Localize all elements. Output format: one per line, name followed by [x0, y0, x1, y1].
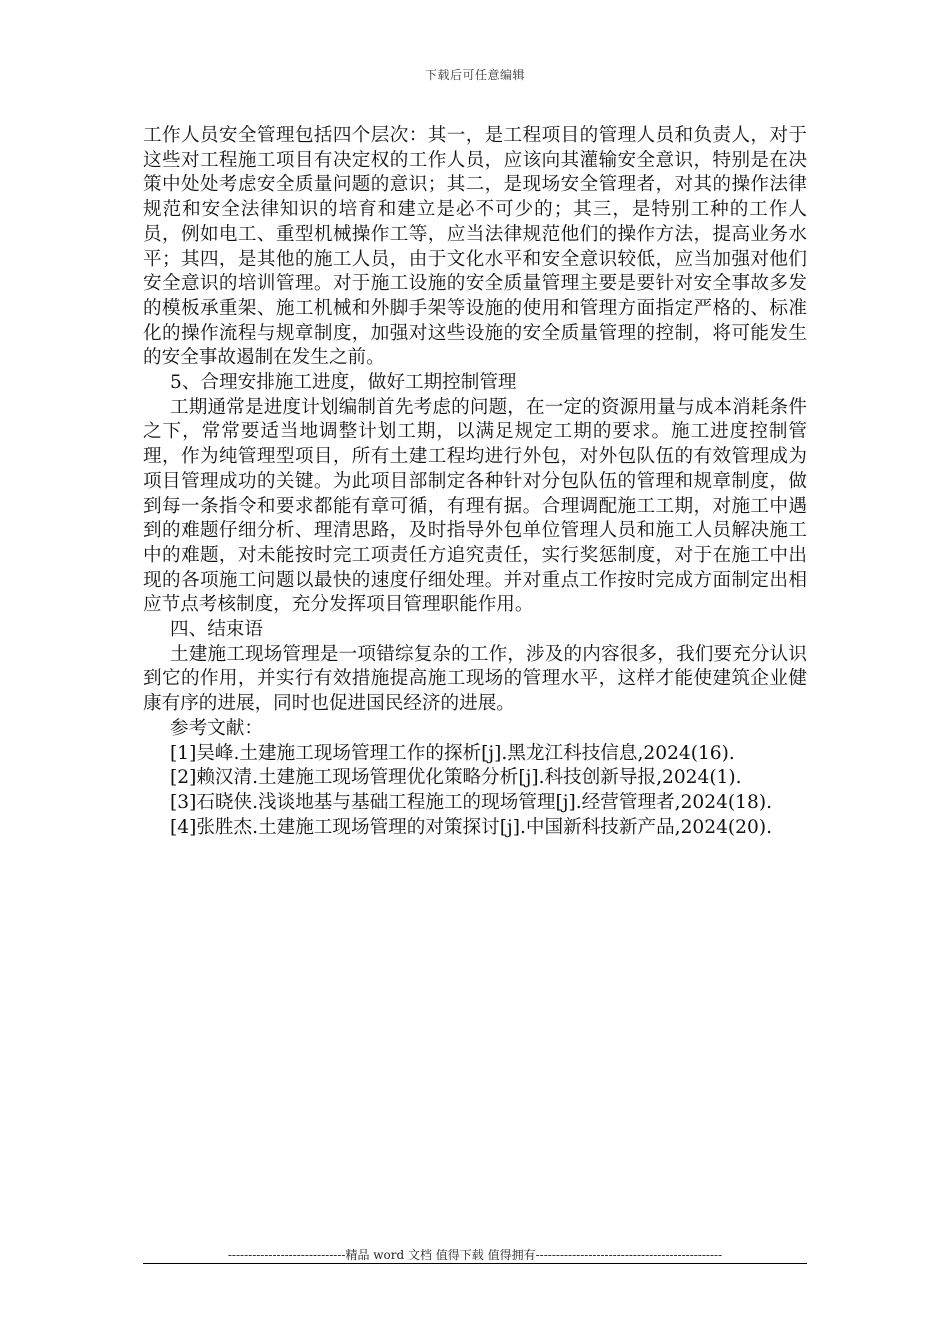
reference-item-4: [4]张胜杰.土建施工现场管理的对策探讨[j].中国新科技新产品,2024(20).: [170, 816, 772, 838]
section-heading-conclusion: 四、结束语: [170, 619, 263, 641]
page-header: 下载后可任意编辑: [424, 68, 525, 82]
document-body: [143, 124, 807, 840]
paragraph-safety-management: 工作人员安全管理包括四个层次：其一，是工程项目的管理人员和负责人，对于这些对工程施工项目有决定权的工作人员，应该向其灌输安全意识，特别是在决策中处处考虑安全质量问题的意识；其二，是现场安全管理者，对其的操作法律规范和安全法律知识的培育和建立是必不可少的；其三，是特别工种的工作人员，例如电工、重型机械操作工等，应当法律规范他们的操作方法，提高业务水平；其四，是其他的施工人员，由于文化水平和安全意识较低，应当加强对他们安全意识的培训管理。对于施工设施的安全质量管理主要是要针对安全事故多发的模板承重架、施工机械和外脚手架等设施的使用和管理方面指定严格的、标准化的操作流程与规章制度，加强对这些设施的安全质量管理的控制，将可能发生的安全事故遏制在发生之前。: [143, 125, 807, 369]
page-footer: -----------------------------精品 word 文档 值得下载 值得拥有----------------------------------------------: [227, 1248, 723, 1262]
reference-item-1: [1]吴峰.土建施工现场管理工作的探析[j].黑龙江科技信息,2024(16).: [170, 742, 735, 764]
reference-item-3: [3]石晓侠.浅谈地基与基础工程施工的现场管理[j].经营管理者,2024(18).: [170, 791, 772, 813]
paragraph-schedule-control: 工期通常是进度计划编制首先考虑的问题，在一定的资源用量与成本消耗条件之下，常常要适当地调整计划工期，以满足规定工期的要求。施工进度控制管理，作为纯管理型项目，所有土建工程均进行外包，对外包队伍的有效管理成为项目管理成功的关键。为此项目部制定各种针对分包队伍的管理和规章制度，做到每一条指令和要求都能有章可循，有理有据。合理调配施工工期，对施工中遇到的难题仔细分析、理清思路，及时指导外包单位管理人员和施工人员解决施工中的难题，对未能按时完工项责任方追究责任，实行奖惩制度，对于在施工中出现的各项施工问题以最快的速度仔细处理。并对重点工作按时完成方面制定出相应节点考核制度，充分发挥项目管理职能作用。: [143, 396, 807, 616]
paragraph-conclusion: 土建施工现场管理是一项错综复杂的工作，涉及的内容很多，我们要充分认识到它的作用，并实行有效措施提高施工现场的管理水平，这样才能使建筑企业健康有序的进展，同时也促进国民经济的进展。: [143, 643, 807, 715]
references-heading: 参考文献：: [170, 717, 263, 739]
reference-item-2: [2]赖汉清.土建施工现场管理优化策略分析[j].科技创新导报,2024(1).: [170, 767, 742, 789]
section-heading-schedule: 5、合理安排施工进度，做好工期控制管理: [170, 372, 517, 394]
footer-divider: [143, 1263, 807, 1264]
